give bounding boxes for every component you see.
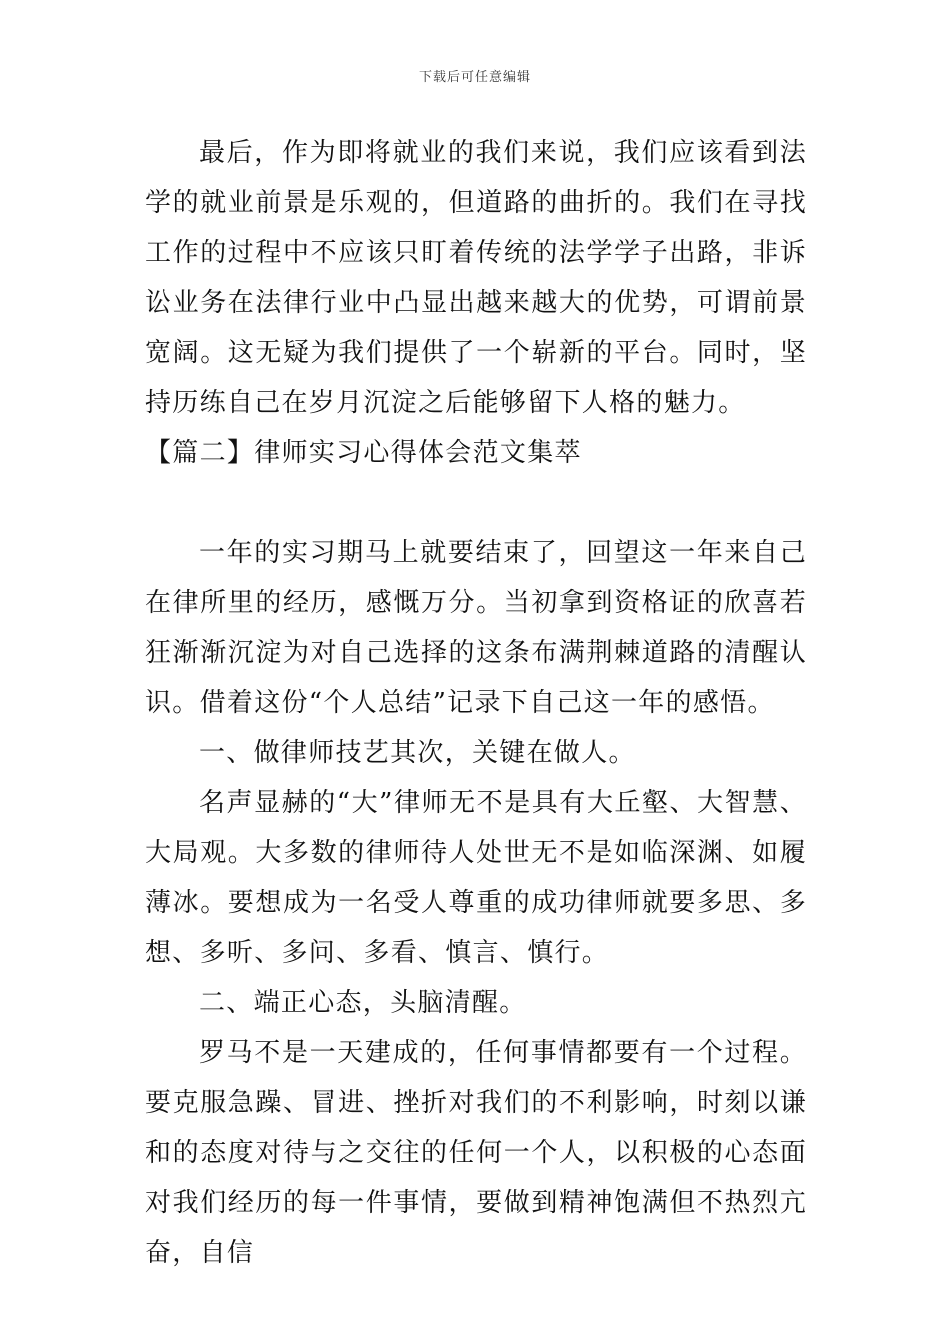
paragraph-intro: 一年的实习期马上就要结束了，回望这一年来自己在律所里的经历，感慨万分。当初拿到资格证的欣喜若狂渐渐沉淀为对自己选择的这条布满荆棘道路的清醒认识。借着这份“个人总结”记录下自己这一年的感悟。 (145, 538, 807, 718)
subheading-two: 二、端正心态，头脑清醒。 (199, 988, 527, 1018)
section-title: 【篇二】律师实习心得体会范文集萃 (145, 438, 582, 468)
paragraph-one: 名声显赫的“大”律师无不是具有大丘壑、大智慧、大局观。大多数的律师待人处世无不是如临深渊、如履薄冰。要想成为一名受人尊重的成功律师就要多思、多想、多听、多问、多看、慎言、慎行。 (145, 788, 807, 968)
paragraph-two: 罗马不是一天建成的，任何事情都要有一个过程。要克服急躁、冒进、挫折对我们的不利影响，时刻以谦和的态度对待与之交往的任何一个人，以积极的心态面对我们经历的每一件事情，要做到精神饱满但不热烈亢奋，自信 (145, 1038, 807, 1268)
blank-line (145, 478, 807, 528)
subheading-one: 一、做律师技艺其次，关键在做人。 (199, 738, 636, 768)
document-body (145, 128, 807, 1278)
paragraph-conclusion: 最后，作为即将就业的我们来说，我们应该看到法学的就业前景是乐观的，但道路的曲折的。我们在寻找工作的过程中不应该只盯着传统的法学学子出路，非诉讼业务在法律行业中凸显出越来越大的优势，可谓前景宽阔。这无疑为我们提供了一个崭新的平台。同时，坚持历练自己在岁月沉淀之后能够留下人格的魅力。 (145, 138, 807, 418)
page-header: 下载后可任意编辑 (418, 70, 531, 85)
